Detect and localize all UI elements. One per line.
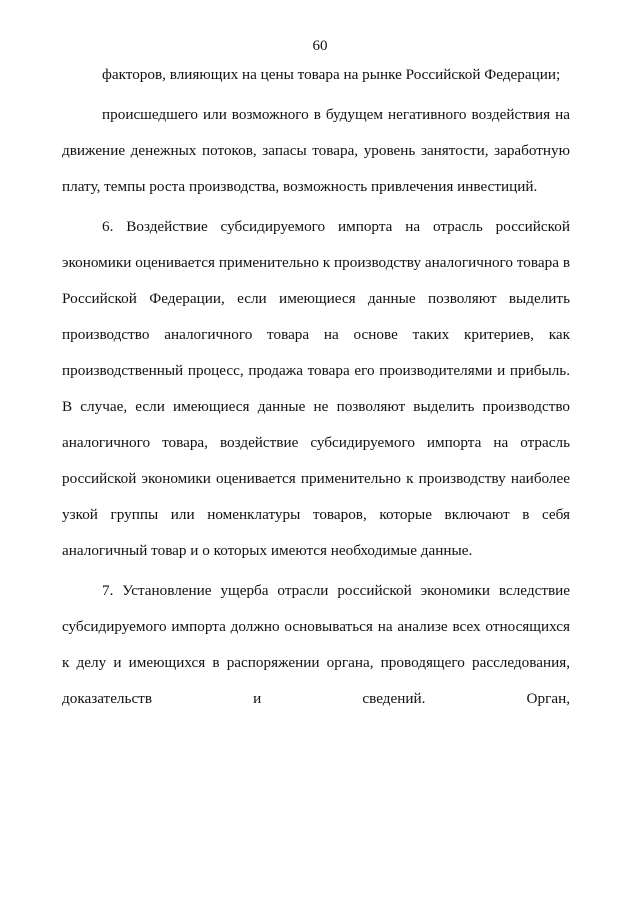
paragraph-negative-impact: происшедшего или возможного в будущем негативного воздействия на движение денежных потоков, запасы товара, уровень занятости, заработную плату, темпы роста производства, возможность привлечения инвестиций. xyxy=(62,106,570,195)
document-body xyxy=(62,57,570,721)
paragraph-7: 7. Установление ущерба отрасли российской экономики вследствие субсидируемого импорта должно основываться на анализе всех относящихся к делу и имеющихся в распоряжении органа, проводящего расследования, доказательств и сведений. Орган, xyxy=(62,582,570,707)
page-number: 60 xyxy=(312,38,328,54)
paragraph-6: 6. Воздействие субсидируемого импорта на отрасль российской экономики оценивается применительно к производству аналогичного товара в Российской Федерации, если имеющиеся данные позволяют выделить производство аналогичного товара на основе таких критериев, как производственный процесс, продажа товара его производителями и прибыль. В случае, если имеющиеся данные не позволяют выделить производство аналогичного товара, воздействие субсидируемого импорта на отрасль российской экономики оценивается применительно к производству наиболее узкой группы или номенклатуры товаров, которые включают в себя аналогичный товар и о которых имеются необходимые данные. xyxy=(62,218,570,559)
paragraph-factors: факторов, влияющих на цены товара на рынке Российской Федерации; xyxy=(102,66,561,83)
